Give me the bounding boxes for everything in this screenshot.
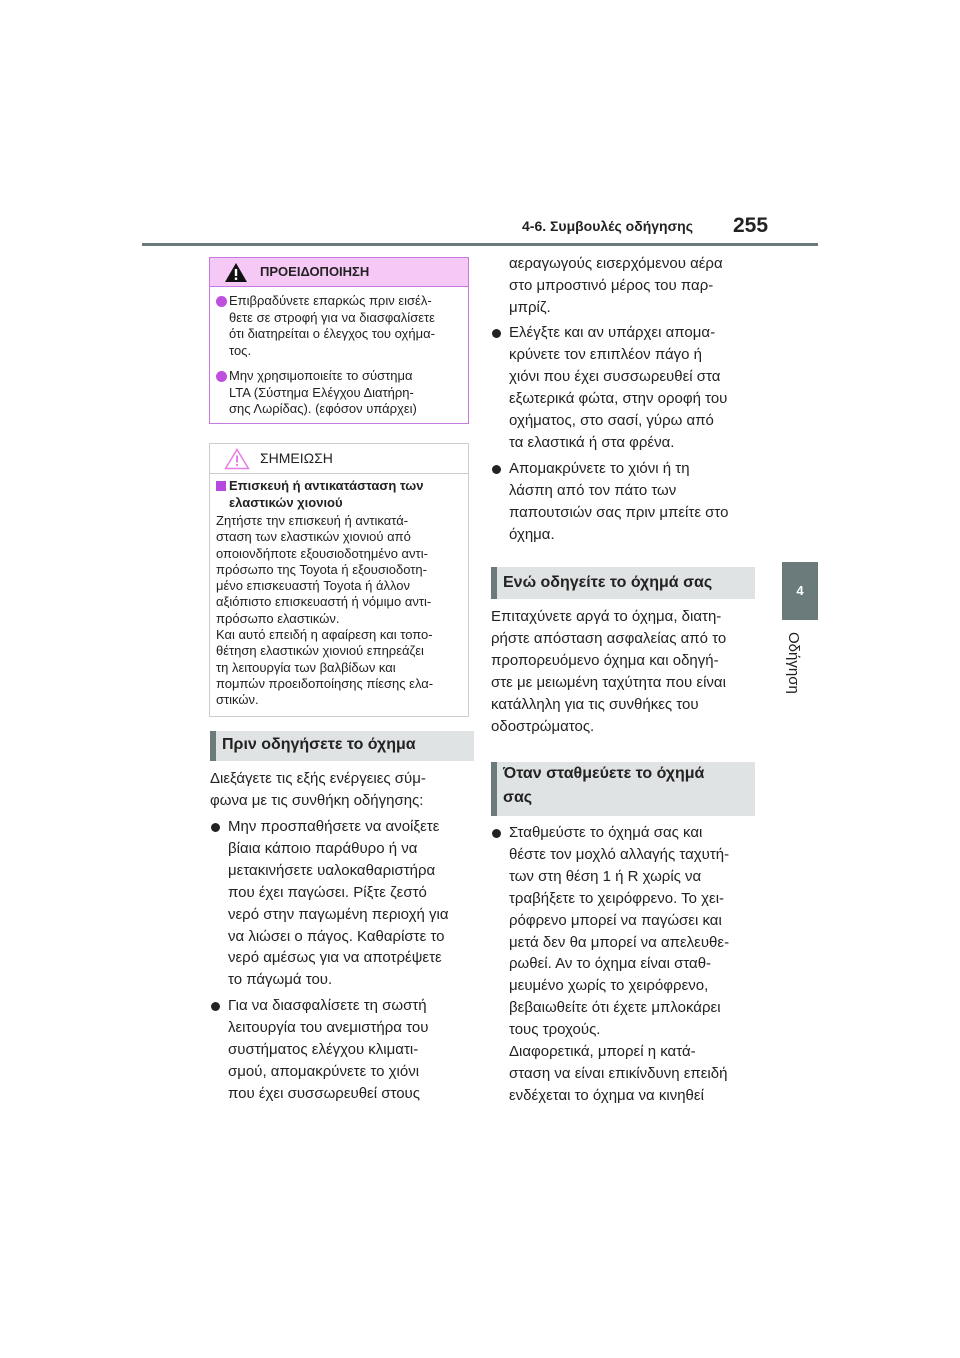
caution-icon xyxy=(224,448,250,470)
bullet-item: Μην προσπαθήσετε να ανοίξετε βίαια κάποιο παράθυρο ή να μετακινήσετε υαλοκαθαριστήρα που έχει παγώσει. Ρίξτε ζεστό νερό στην παγωμένη περιοχή για να λιώσει ο πάγος. Καθαρίστε το νερό αμέσως για να αποτρέψετε το πάγωμά του. xyxy=(210,816,488,991)
chapter-label: Οδήγηση xyxy=(785,632,802,694)
heading-while-driving: Ενώ οδηγείτε το όχημά σας xyxy=(491,567,755,599)
warning-box xyxy=(209,257,469,424)
while-driving-text: Επιταχύνετε αργά το όχημα, διατη- ρήστε απόσταση ασφαλείας από το προπορευόμενο όχημα και οδηγή- στε με μειωμένη ταχύτητα που είναι κατάλληλη για τις συνθήκες του οδοστρώματος. xyxy=(491,608,727,735)
intro-text: Διεξάγετε τις εξής ενέργειες σύμ- φωνα με τις συνθήκη οδήγησης: xyxy=(210,770,426,809)
page-number: 255 xyxy=(733,214,769,237)
heading-before-driving: Πριν οδηγήσετε το όχημα xyxy=(210,731,474,761)
note-title: ΣΗΜΕΙΩΣΗ xyxy=(260,450,333,466)
continuation-text: αεραγωγούς εισερχόμενου αέρα στο μπροστινό μέρος του παρ- μπρίζ. xyxy=(509,255,723,316)
bullet-item: Απομακρύνετε το χιόνι ή τη λάσπη από τον πάτο των παπουτσιών σας πριν μπείτε στο όχημα. xyxy=(491,458,769,546)
heading-parking: Όταν σταθμεύετε το όχημά σας xyxy=(491,762,755,816)
note-body: Ζητήστε την επισκευή ή αντικατά- σταση των ελαστικών χιονιού από οποιονδήποτε εξουσιοδοτημένο αντι- πρόσωπο της Toyota ή εξουσιοδοτη- μένο επισκευαστή Toyota ή άλλον αξιόπιστο επισκευαστή ή νόμιμο αντι- πρόσωπο ελαστικών. Και αυτό επειδή η αφαίρεση και τοπο- θέτηση ελαστικών χιονιού επηρεάζει τη λειτουργία των βαλβίδων και πομπών προειδοποίησης πίεσης ελα- στικών. xyxy=(216,513,434,708)
bullet-icon xyxy=(216,296,227,307)
warning-item: Επιβραδύνετε επαρκώς πριν εισέλ- θετε σε στροφή για να διασφαλίσετε ότι διατηρείται ο έλεγχος του οχήμα- τος. xyxy=(216,293,462,359)
note-header xyxy=(210,444,468,474)
chapter-tab[interactable]: 4 xyxy=(782,562,818,620)
note-subtitle: Επισκευή ή αντικατάσταση των ελαστικών χιονιού xyxy=(216,478,462,511)
warning-icon xyxy=(224,262,248,283)
warning-item: Μην χρησιμοποιείτε το σύστημα LTA (Σύστημα Ελέγχου Διατήρη- σης Λωρίδας). (εφόσον υπάρχει) xyxy=(216,368,462,418)
header-divider xyxy=(142,243,818,246)
bullet-item: Σταθμεύστε το όχημά σας και θέστε τον μοχλό αλλαγής ταχυτή- των στη θέση 1 ή R χωρίς να τραβήξετε το χειρόφρενο. Το χει- ρόφρενο μπορεί να παγώσει και μετά δεν θα μπορεί να απελευθε- ρωθεί. Αν το όχημα είναι σταθ- μευμένο χωρίς το χειρόφρενο, βεβαιωθείτε ότι έχετε μπλοκάρει τους τροχούς. Διαφορετικά, μπορεί η κατά- σταση να είναι επικίνδυνη επειδή ενδέχεται το όχημα να κινηθεί xyxy=(491,822,771,1107)
note-box xyxy=(209,443,469,717)
bullet-item: Ελέγξτε και αν υπάρχει απομα- κρύνετε τον επιπλέον πάγο ή χιόνι που έχει συσσωρευθεί στα εξωτερικά φώτα, στην οροφή του οχήματος, στο σασί, γύρω από τα ελαστικά ή στα φρένα. xyxy=(491,322,769,453)
bullet-item: Για να διασφαλίσετε τη σωστή λειτουργία του ανεμιστήρα του συστήματος ελέγχου κλιματι- σμού, απομακρύνετε το χιόνι που έχει συσσωρευθεί στους xyxy=(210,995,488,1105)
warning-title: ΠΡΟΕΙΔΟΠΟΙΗΣΗ xyxy=(260,264,370,279)
warning-header xyxy=(210,258,468,287)
section-title: 4-6. Συμβουλές οδήγησης xyxy=(522,218,693,234)
square-bullet-icon xyxy=(216,481,226,491)
bullet-icon xyxy=(216,371,227,382)
